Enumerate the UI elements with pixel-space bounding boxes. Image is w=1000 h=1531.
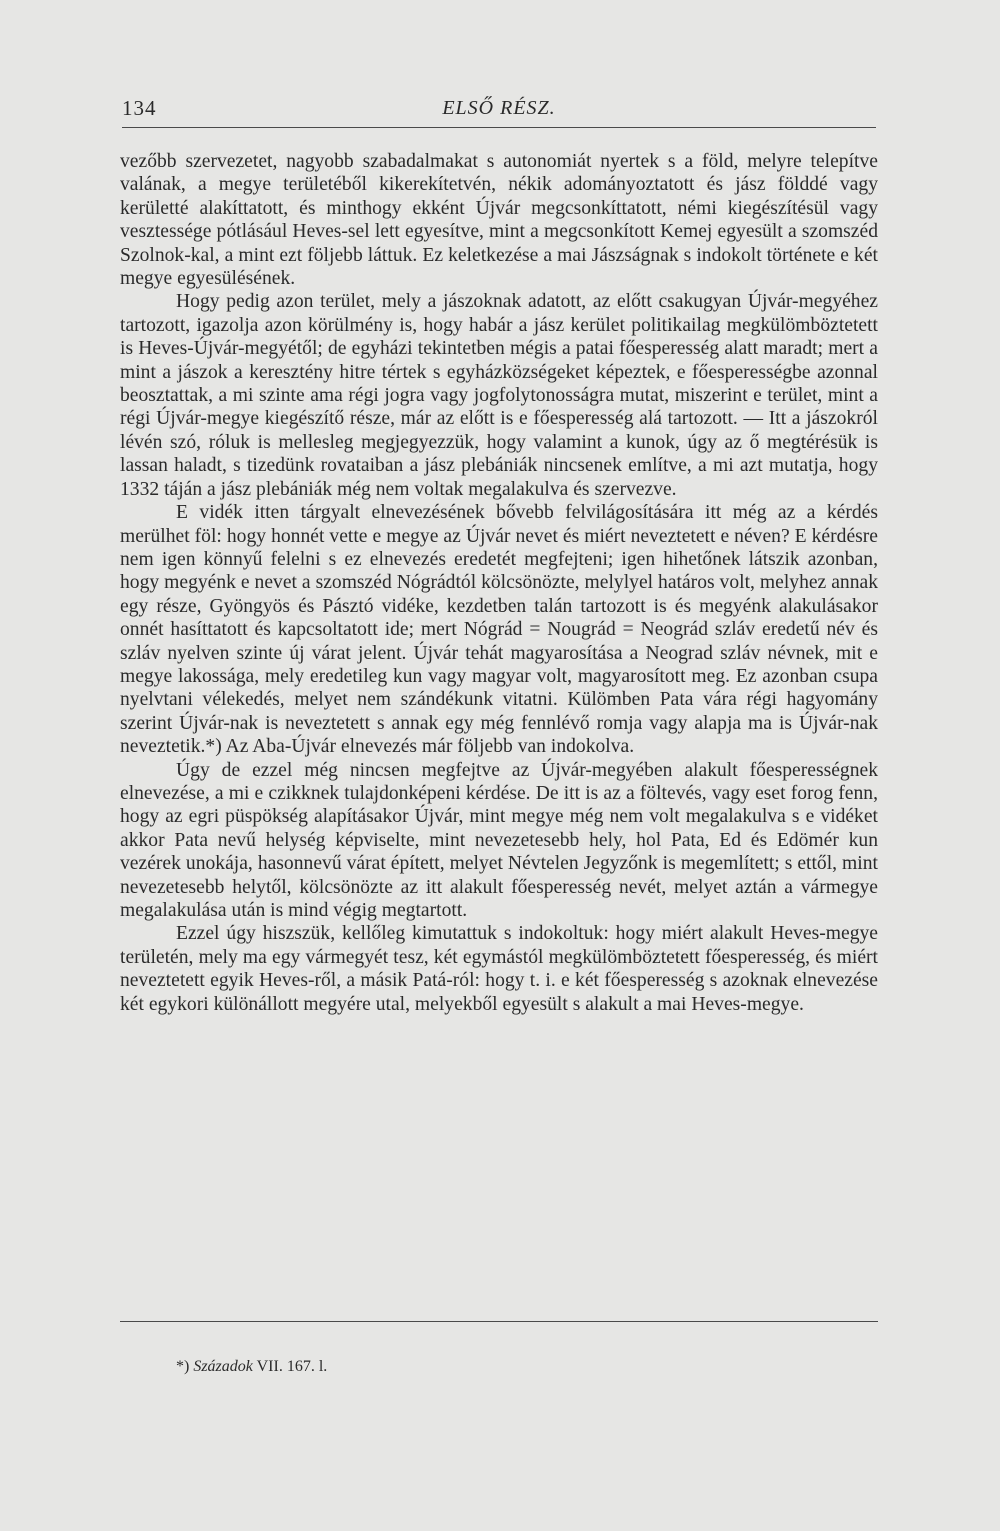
page-number: 134 [122, 96, 157, 120]
paragraph-4: Úgy de ezzel még nincsen megfejtve az Újvár-megyében alakult főesperességnek elnevezése, a mi e czikknek tulajdonképeni kérdése. De itt is az a föltevés, vagy eset forog fenn, hogy az egri püspökség alapításakor Újvár, mint megye még nem volt megalakulva s e vidéket akkor Pata nevű helység képviselte, mint nevezetesebb hely, hol Pata, Ed és Edömér kun vezérek unokája, hasonnevű várat épített, melyet Névtelen Jegyzőnk is megemlített; s ettől, mint nevezetesebb helytől, kölcsönözte az itt alakult főesperesség nevét, melyet aztán a vármegye megalakulása után is mind végig megtartott. [120, 759, 878, 921]
paragraph-2: Hogy pedig azon terület, mely a jászoknak adatott, az előtt csakugyan Újvár-megyéhez tartozott, igazolja azon körülmény is, hogy habár a jász kerület politikailag megkülömböztetett is Heves-Újvár-megyétől; de egyházi tekintetben mégis a patai főesperesség alatt maradt; mert a mint a jászok a keresztény hitre tértek s egyházközségeket képeztek, e főesperességbe azonnal beosztattak, a mi szinte ama régi jogra vagy jogfolytonosságra mutat, miszerint e terület, mint a régi Újvár-megye kiegészítő része, már az előtt is e főesperesség alá tartozott. — Itt a jászokról lévén szó, róluk is mellesleg megjegyezzük, hogy valamint a kunok, úgy az ő megtérésük is lassan haladt, s tizedünk rovataiban a jász plebániák nincsenek említve, a mi azt mutatja, hogy 1332 táján a jász plebániák még nem voltak megalakulva és szervezve. [120, 291, 878, 500]
running-head: ELSŐ RÉSZ. [442, 97, 556, 119]
paragraph-1: vezőbb szervezetet, nagyobb szabadalmakat s autonomiát nyertek s a föld, melyre telepítve valának, a megye területéből kikerekítetvén, nékik adományoztatott és jász földdé vagy kerületté alakíttatott, és minthogy ekként Újvár megcsonkíttatott, némi kiegészítésül vagy vesztessége pótlásául Heves-sel lett egyesítve, mint a megcsonkított Kemej egyesült a szomszéd Szolnok-kal, a mint ezt följebb láttuk. Ez keletkezése a mai Jászságnak s indokolt története e két megye egyesülésének. [120, 151, 878, 290]
page-header [122, 96, 876, 126]
body-text [120, 150, 878, 1016]
paragraph-5: Ezzel úgy hiszszük, kellőleg kimutattuk s indokoltuk: hogy miért alakult Heves-megye területén, mely ma egy vármegyét tesz, két egymástól megkülömböztetett főesperesség, és miért neveztetett egyik Heves-ről, a másik Patá-ról: hogy t. i. e két főesperesség s azoknak elnevezése két egykori különállott megyére utal, melyekből egyesült s alakult a mai Heves-megye. [120, 923, 878, 1015]
footnote-rule [120, 1321, 878, 1322]
footnote-source: Századok [193, 1358, 253, 1375]
footnote [176, 1358, 327, 1376]
header-rule [122, 127, 876, 128]
footnote-reference: VII. 167. l. [256, 1358, 328, 1375]
paragraph-3: E vidék itten tárgyalt elnevezésének bővebb felvilágosítására itt még az a kérdés merülhet föl: hogy honnét vette e megye az Újvár nevet és miért neveztetett e néven? E kérdésre nem igen könnyű felelni s ez elnevezés eredetét megfejteni; igen hihetőnek látszik azonban, hogy megyénk e nevet a szomszéd Nógrádtól kölcsönözte, melylyel határos volt, melyhez annak egy része, Gyöngyös és Pásztó vidéke, kezdetben talán tartozott is és megyénk alakulásakor onnét hasíttatott és kapcsoltatott ide; mert Nógrád = Nougrád = Neográd szláv eredetű név és szláv nyelven szinte új várat jelent. Újvár tehát magyarosítása a Neograd szláv névnek, mit e megye lakossága, mely eredetileg kun vagy magyar volt, magyarosított meg. Ez azonban csupa nyelvtani vélekedés, melyet nem szándékunk vitatni. Külömben Pata vára régi hagyomány szerint Újvár-nak is neveztetett s annak egy még fennlévő romja vagy alapja ma is Újvár-nak neveztetik.*) Az Aba-Újvár elnevezés már följebb van indokolva. [120, 502, 878, 758]
footnote-marker: *) [176, 1358, 190, 1375]
